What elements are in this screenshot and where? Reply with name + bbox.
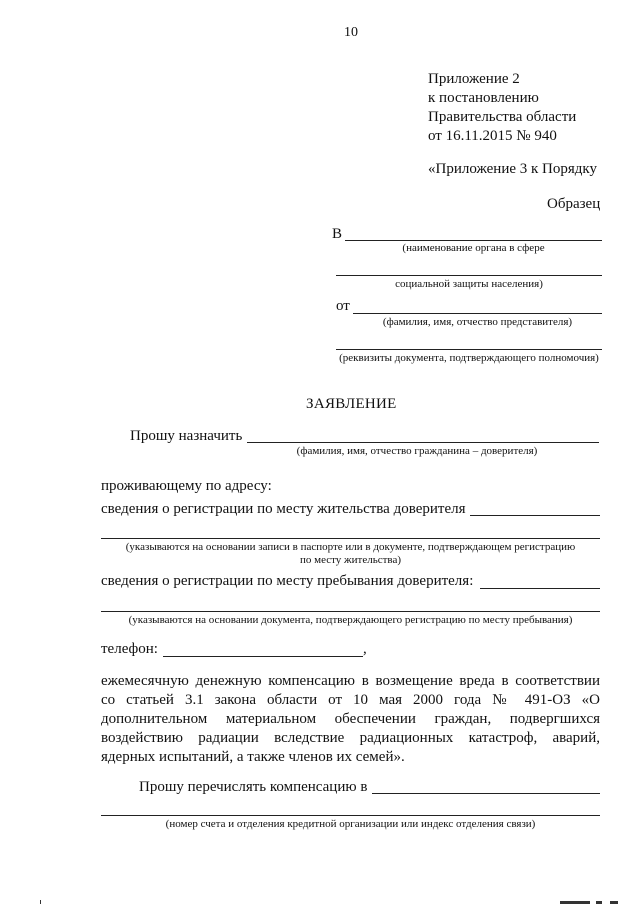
appendix-date: от 16.11.2015 № 940	[428, 128, 557, 144]
citizen-name-field[interactable]	[247, 442, 599, 443]
representative-field[interactable]	[353, 313, 602, 314]
to-prefix: В	[332, 226, 343, 242]
paragraph-line-2: со статьей 3.1 закона области от 10 мая 2000 года № 491-ОЗ «О	[101, 692, 600, 708]
paragraph-line-3: дополнительном материальном обеспечении граждан, подвергшихся	[101, 711, 600, 727]
request-label: Прошу назначить	[130, 428, 243, 444]
appendix-government: Правительства области	[428, 109, 577, 125]
appendix-number: Приложение 2	[428, 71, 520, 87]
scan-mark	[610, 901, 618, 904]
social-caption: социальной защиты населения)	[395, 278, 543, 290]
organ-caption: (наименование органа в сфере	[402, 242, 545, 254]
stay-label: сведения о регистрации по месту пребывания доверителя:	[101, 573, 474, 589]
residence-caption-2: по месту жительства)	[299, 554, 401, 566]
residence-label: сведения о регистрации по месту жительства доверителя	[101, 501, 466, 517]
scan-mark	[596, 901, 602, 904]
phone-field[interactable]	[163, 656, 363, 657]
from-prefix: от	[336, 298, 350, 314]
paragraph-line-1: ежемесячную денежную компенсацию в возмещение вреда в соответствии	[101, 673, 600, 689]
account-caption: (номер счета и отделения кредитной организации или индекс отделения связи)	[165, 818, 536, 830]
page-number: 10	[344, 25, 358, 40]
residence-field-continued[interactable]	[101, 538, 600, 539]
organ-field[interactable]	[345, 240, 602, 241]
phone-comma: ,	[363, 641, 367, 657]
phone-label: телефон:	[101, 641, 158, 657]
transfer-label: Прошу перечислять компенсацию в	[139, 779, 368, 795]
account-field-continued[interactable]	[101, 815, 600, 816]
requisites-caption: (реквизиты документа, подтверждающего полномочия)	[339, 352, 599, 364]
scan-mark	[560, 901, 590, 904]
paragraph-line-4: воздействию радиации вследствие радиационных катастроф, аварий,	[101, 730, 600, 746]
stay-caption: (указываются на основании документа, подтверждающего регистрацию по месту пребывания)	[128, 614, 573, 626]
document-title: ЗАЯВЛЕНИЕ	[306, 396, 397, 412]
sample-label: Образец	[547, 196, 601, 212]
citizen-caption: (фамилия, имя, отчество гражданина – доверителя)	[296, 445, 538, 457]
address-label: проживающему по адресу:	[101, 478, 272, 494]
stay-field-continued[interactable]	[101, 611, 600, 612]
stay-field[interactable]	[480, 588, 600, 589]
organ-field-continued[interactable]	[336, 275, 602, 276]
appendix-order: «Приложение 3 к Порядку	[428, 161, 597, 177]
scan-mark	[40, 900, 41, 904]
residence-field[interactable]	[470, 515, 600, 516]
account-field[interactable]	[372, 793, 600, 794]
representative-caption: (фамилия, имя, отчество представителя)	[382, 316, 573, 328]
requisites-field[interactable]	[336, 349, 602, 350]
appendix-resolution: к постановлению	[428, 90, 539, 106]
paragraph-line-5: ядерных испытаний, а также членов их семей».	[101, 749, 405, 765]
residence-caption-1: (указываются на основании записи в паспорте или в документе, подтверждающем регистрацию	[125, 541, 576, 553]
